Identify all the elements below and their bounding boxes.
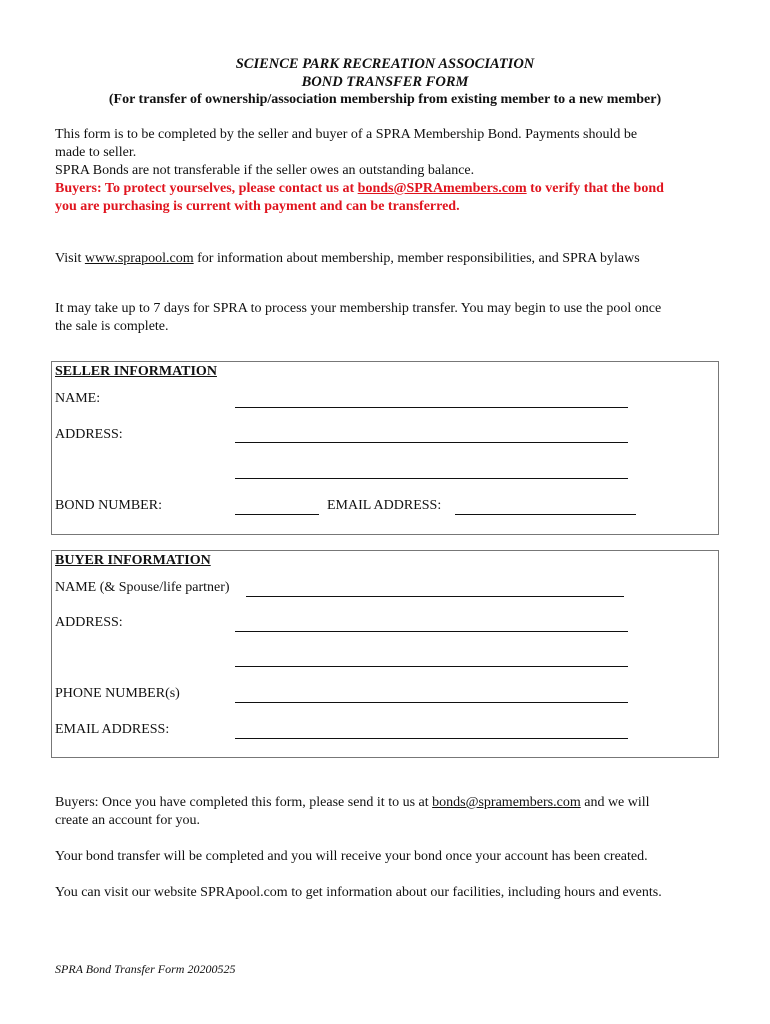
send-pre: Buyers: Once you have completed this form, please send it to us at — [55, 795, 433, 810]
sprapool-link[interactable]: www.sprapool.com — [84, 251, 194, 266]
completion-note: Your bond transfer will be completed and you will receive your bond once your account has been created. — [55, 849, 648, 864]
website-note: You can visit our website SPRApool.com to get information about our facilities, including hours and events. — [55, 885, 662, 900]
buyers-warning-pre: Buyers: To protect yourselves, please contact us at — [55, 181, 358, 196]
buyer-name-label: NAME (& Spouse/life partner) — [55, 580, 230, 595]
send-instructions-line-2: create an account for you. — [55, 813, 200, 828]
seller-email-field[interactable] — [455, 514, 636, 515]
org-name: SCIENCE PARK RECREATION ASSOCIATION — [235, 56, 535, 72]
send-post: and we will — [580, 795, 650, 810]
buyer-phone-field[interactable] — [235, 702, 628, 703]
buyer-email-field[interactable] — [235, 738, 628, 739]
buyers-warning-line-2: you are purchasing is current with payment and can be transferred. — [55, 199, 460, 214]
seller-bond-label: BOND NUMBER: — [55, 498, 162, 513]
visit-line — [55, 251, 640, 267]
process-line-1: It may take up to 7 days for SPRA to process your membership transfer. You may begin to use the pool once — [55, 301, 662, 316]
visit-pre: Visit — [55, 251, 85, 266]
seller-name-field[interactable] — [235, 407, 628, 408]
intro-line-3: SPRA Bonds are not transferable if the seller owes an outstanding balance. — [55, 163, 475, 178]
buyer-email-label: EMAIL ADDRESS: — [55, 722, 170, 737]
form-footer: SPRA Bond Transfer Form 20200525 — [55, 962, 236, 976]
seller-email-label: EMAIL ADDRESS: — [327, 498, 442, 513]
buyer-phone-label: PHONE NUMBER(s) — [55, 686, 180, 701]
buyer-name-field[interactable] — [246, 596, 624, 597]
form-subtitle: (For transfer of ownership/association membership from existing member to a new member) — [108, 92, 662, 107]
form-title: BOND TRANSFER FORM — [301, 74, 469, 90]
intro-line-2: made to seller. — [55, 145, 137, 160]
buyers-warning — [55, 181, 664, 197]
seller-address-field-2[interactable] — [235, 478, 628, 479]
buyer-address-field-2[interactable] — [235, 666, 628, 667]
bonds-email-link[interactable]: bonds@SPRAmembers.com — [357, 181, 527, 196]
seller-address-label: ADDRESS: — [55, 427, 123, 442]
buyer-address-field-1[interactable] — [235, 631, 628, 632]
spramembers-email-link[interactable]: bonds@spramembers.com — [432, 795, 581, 810]
buyer-heading: BUYER INFORMATION — [55, 553, 211, 568]
send-instructions — [55, 795, 650, 811]
visit-post: for information about membership, member responsibilities, and SPRA bylaws — [193, 251, 640, 266]
seller-heading: SELLER INFORMATION — [55, 364, 217, 379]
seller-bond-field[interactable] — [235, 514, 319, 515]
seller-name-label: NAME: — [55, 391, 101, 406]
buyer-address-label: ADDRESS: — [55, 615, 123, 630]
buyers-warning-post: to verify that the bond — [526, 181, 664, 196]
seller-address-field-1[interactable] — [235, 442, 628, 443]
intro-line-1: This form is to be completed by the seller and buyer of a SPRA Membership Bond. Payments should be — [55, 127, 638, 142]
process-line-2: the sale is complete. — [55, 319, 169, 334]
